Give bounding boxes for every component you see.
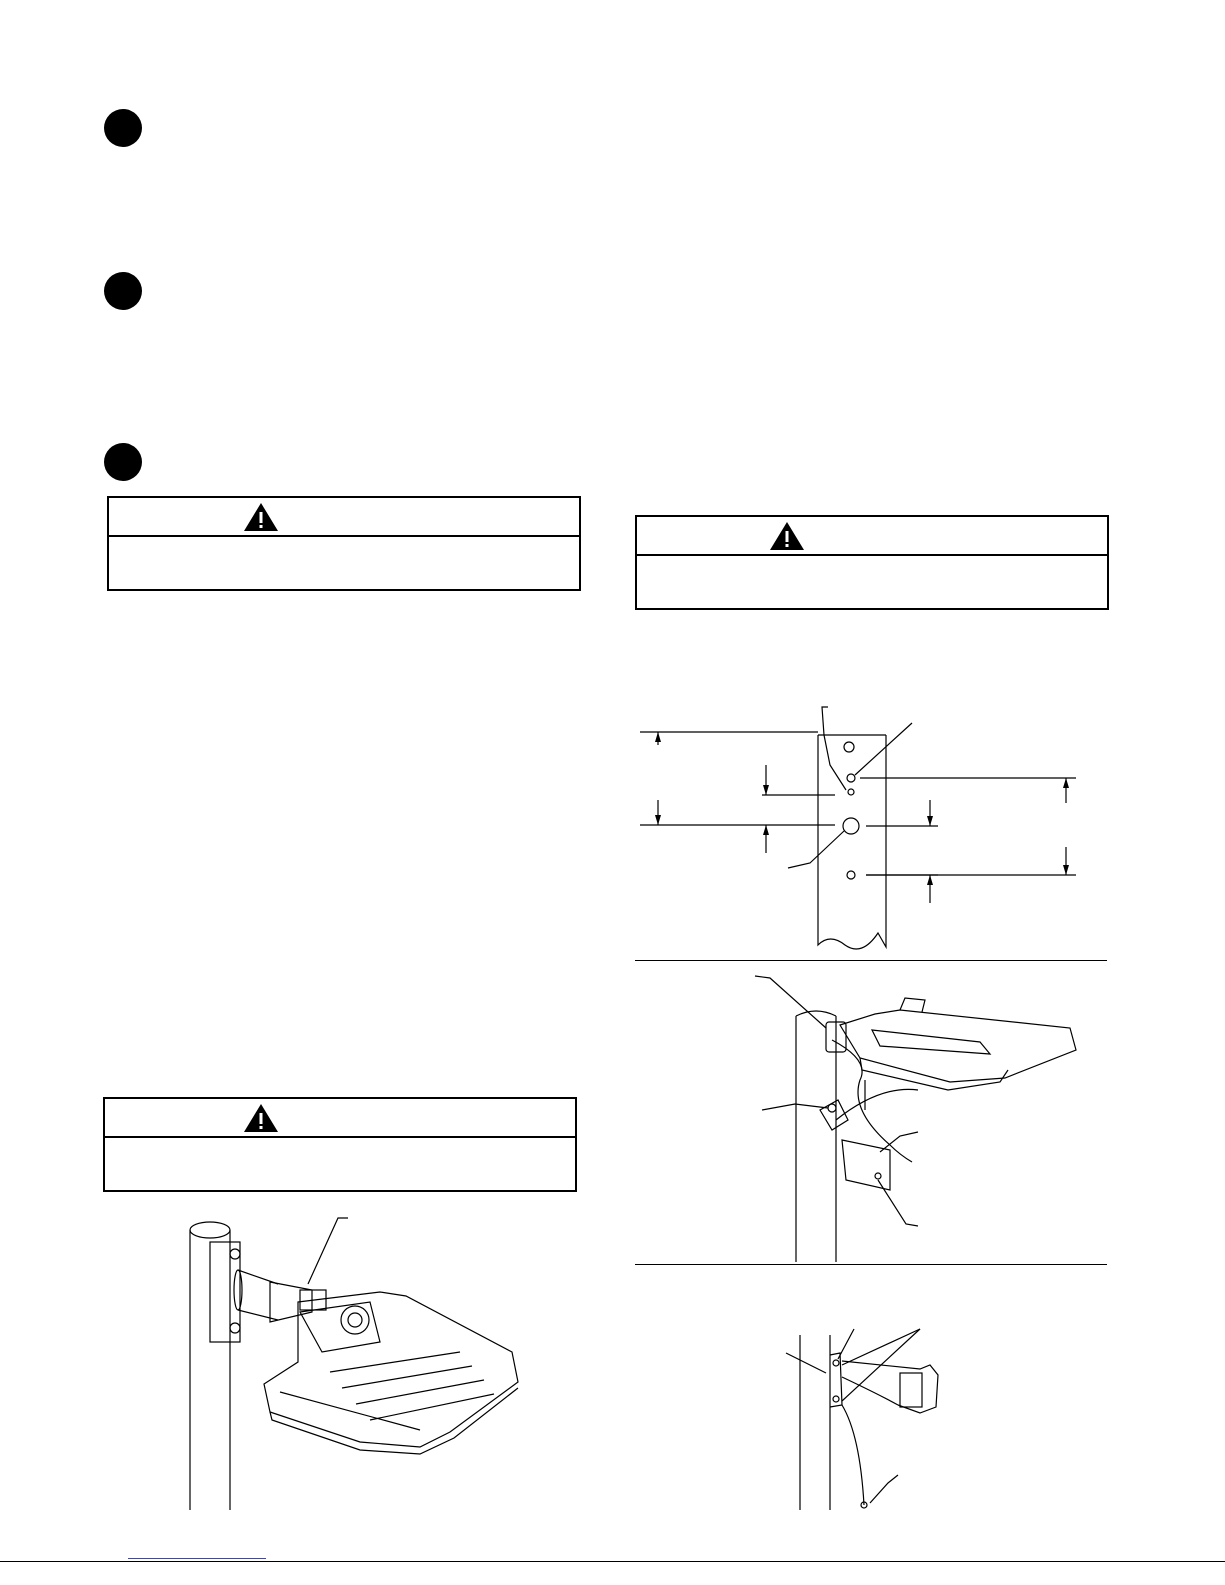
figure-divider bbox=[635, 960, 1107, 961]
pole-drilling-template-figure bbox=[630, 695, 1110, 960]
warning-triangle-icon bbox=[243, 1103, 279, 1133]
footer-rule bbox=[0, 1561, 1225, 1562]
step-2-marker bbox=[104, 272, 142, 310]
warning-header bbox=[637, 517, 1107, 556]
warning-box-left-top bbox=[107, 496, 581, 591]
warning-header bbox=[109, 498, 579, 537]
footer-link[interactable] bbox=[128, 1558, 266, 1559]
step-1-marker bbox=[104, 109, 142, 147]
warning-triangle-icon bbox=[243, 502, 279, 532]
warning-box-right-top bbox=[635, 515, 1109, 610]
warning-box-left-bottom bbox=[103, 1097, 577, 1192]
bracket-cross-section-figure bbox=[780, 1325, 980, 1515]
warning-header bbox=[105, 1099, 575, 1138]
step-3-marker bbox=[104, 443, 142, 481]
fixture-on-pole-bracket-figure bbox=[740, 970, 1100, 1270]
arm-mounted-fixture-figure bbox=[180, 1212, 540, 1512]
figure-divider bbox=[635, 1264, 1107, 1265]
warning-triangle-icon bbox=[769, 521, 805, 551]
